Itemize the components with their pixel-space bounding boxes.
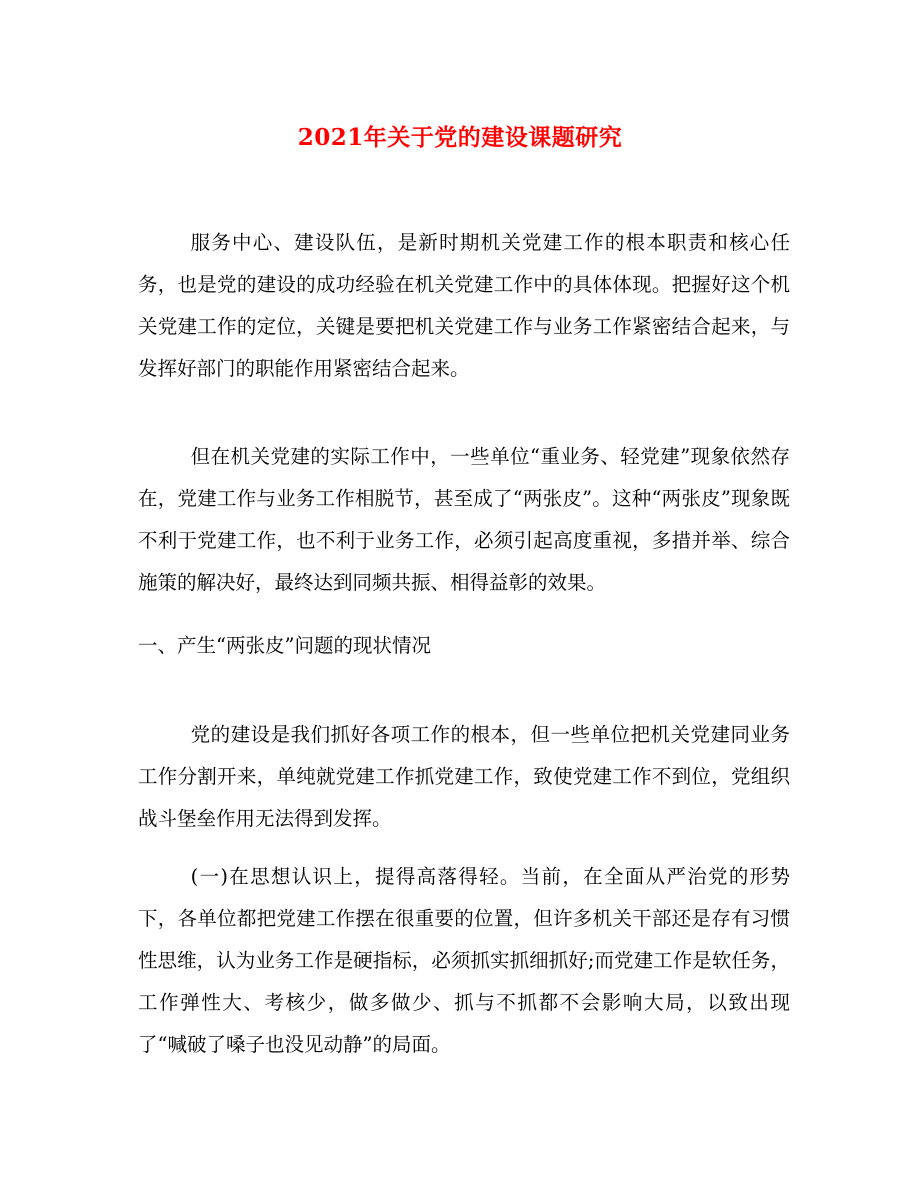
section-heading-current-situation: 一、产生“两张皮”问题的现状情况 [138, 634, 431, 657]
paragraph-service-center: 服务中心、建设队伍，是新时期机关党建工作的根本职责和核心任务，也是党的建设的成功经验在机关党建工作中的具体体现。把握好这个机关党建工作的定位，关键是要把机关党建工作与业务工作紧密结合起来，与发挥好部门的职能作用紧密结合起来。 [138, 231, 790, 380]
paragraph-party-building-root: 党的建设是我们抓好各项工作的根本，但一些单位把机关党建同业务工作分割开来，单纯就党建工作抓党建工作，致使党建工作不到位，党组织战斗堡垒作用无法得到发挥。 [138, 723, 790, 830]
paragraph-ideological-awareness: (一)在思想认识上，提得高落得轻。当前，在全面从严治党的形势下，各单位都把党建工作摆在很重要的位置，但许多机关干部还是存有习惯性思维，认为业务工作是硬指标，必须抓实抓细抓好;而党建工作是软任务，工作弹性大、考核少，做多做少、抓与不抓都不会影响大局，以致出现了“喊破了嗓子也没见动静”的局面。 [138, 865, 790, 1056]
paragraph-two-skins-issue: 但在机关党建的实际工作中，一些单位“重业务、轻党建”现象依然存在，党建工作与业务工作相脱节，甚至成了“两张皮”。这种“两张皮”现象既不利于党建工作，也不利于业务工作，必须引起高度重视，多措并举、综合施策的解决好，最终达到同频共振、相得益彰的效果。 [138, 445, 790, 594]
document-title: 2021年关于党的建设课题研究 [297, 124, 623, 151]
